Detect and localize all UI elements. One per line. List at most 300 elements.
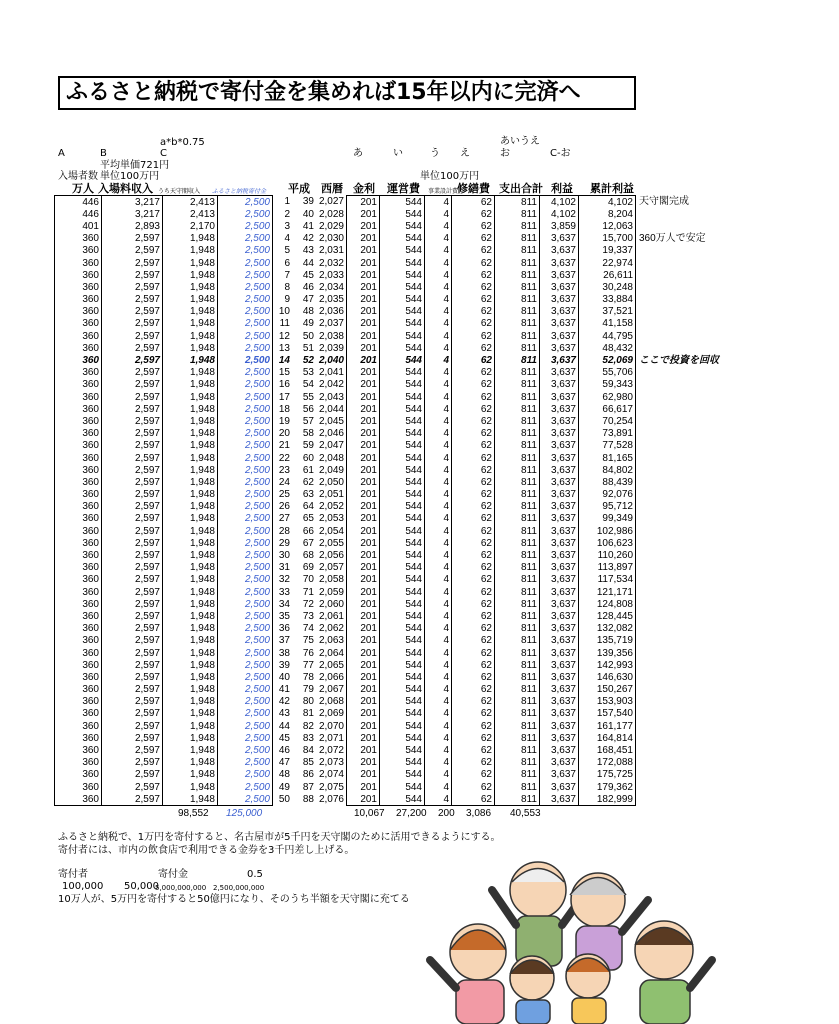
- balance-cell: 3,637: [540, 659, 579, 671]
- balance-cell: 201: [347, 318, 380, 330]
- balance-cell: 544: [380, 537, 425, 549]
- income-cell: 360: [55, 598, 102, 610]
- balance-table-row: [270, 659, 731, 671]
- balance-table-row: [270, 574, 731, 586]
- balance-cell: 38: [278, 647, 290, 659]
- income-table-row: [55, 720, 273, 732]
- footer-donors: 100,000: [62, 881, 104, 892]
- balance-cell: 2,064: [318, 647, 344, 659]
- income-cell: 2,597: [102, 744, 163, 756]
- balance-cell: 544: [380, 647, 425, 659]
- income-cell: 1,948: [163, 489, 218, 501]
- income-cell: 360: [55, 464, 102, 476]
- col-b-label: B: [100, 148, 107, 159]
- income-table-row: [55, 598, 273, 610]
- balance-cell: 544: [380, 562, 425, 574]
- balance-table-row: [270, 428, 731, 440]
- balance-cell: 544: [380, 501, 425, 513]
- income-cell: 360: [55, 489, 102, 501]
- income-cell: 1,948: [163, 233, 218, 245]
- entrants-label: 入場者数: [58, 171, 98, 182]
- balance-cell: 201: [347, 342, 380, 354]
- balance-cell: 3,637: [540, 403, 579, 415]
- balance-cell: 201: [347, 294, 380, 306]
- balance-cell: 62: [302, 476, 314, 488]
- balance-cell: 41: [278, 684, 290, 696]
- income-cell: 1,948: [163, 452, 218, 464]
- balance-table-row: [270, 208, 731, 220]
- income-cell: 360: [55, 379, 102, 391]
- balance-table-row: [270, 464, 731, 476]
- income-cell: 360: [55, 610, 102, 622]
- balance-cell: 544: [380, 476, 425, 488]
- balance-cell: 61: [302, 464, 314, 476]
- balance-cell: 201: [347, 549, 380, 561]
- income-table-row: [55, 744, 273, 756]
- col-a-label: A: [58, 148, 65, 159]
- balance-cell: 201: [347, 574, 380, 586]
- row-note: [636, 245, 732, 257]
- balance-cell: 4: [425, 781, 452, 793]
- income-cell: 1,948: [163, 635, 218, 647]
- balance-cell: 3,637: [540, 623, 579, 635]
- income-cell: 2,500: [218, 647, 273, 659]
- income-cell: 2,597: [102, 342, 163, 354]
- balance-cell: 33,884: [579, 294, 636, 306]
- balance-cell: 544: [380, 428, 425, 440]
- balance-cell: 544: [380, 489, 425, 501]
- income-cell: 1,948: [163, 281, 218, 293]
- balance-cell: 81: [302, 708, 314, 720]
- balance-cell: 201: [347, 452, 380, 464]
- balance-cell: 544: [380, 220, 425, 232]
- balance-cell: 201: [347, 245, 380, 257]
- balance-cell: 4: [425, 598, 452, 610]
- income-cell: 446: [55, 196, 102, 209]
- balance-cell: 201: [347, 428, 380, 440]
- balance-cell: 164,814: [579, 732, 636, 744]
- income-table-row: [55, 294, 273, 306]
- income-cell: 360: [55, 245, 102, 257]
- balance-cell: 4: [425, 220, 452, 232]
- row-note: [636, 647, 732, 659]
- balance-table-row: [270, 513, 731, 525]
- balance-cell: 99,349: [579, 513, 636, 525]
- balance-cell: 4: [425, 549, 452, 561]
- income-cell: 1,948: [163, 354, 218, 366]
- balance-cell: 811: [495, 489, 540, 501]
- balance-cell: 201: [347, 720, 380, 732]
- balance-cell: 88: [302, 794, 314, 806]
- header-heisei: 平成: [288, 182, 310, 195]
- balance-table-row: [270, 623, 731, 635]
- income-cell: 2,500: [218, 562, 273, 574]
- income-cell: 1,948: [163, 440, 218, 452]
- balance-cell: 811: [495, 513, 540, 525]
- balance-table-row: [270, 732, 731, 744]
- balance-cell: 66,617: [579, 403, 636, 415]
- balance-cell: 62: [452, 525, 495, 537]
- income-table-row: [55, 793, 273, 806]
- balance-cell: 74: [302, 623, 314, 635]
- balance-cell: 811: [495, 464, 540, 476]
- row-note: [636, 257, 732, 269]
- income-cell: 360: [55, 281, 102, 293]
- header-sekkei: 事業設計費: [428, 188, 459, 195]
- balance-cell: 117,534: [579, 574, 636, 586]
- balance-cell: 77: [302, 659, 314, 671]
- balance-table-row: [270, 793, 731, 806]
- balance-cell: 4: [425, 708, 452, 720]
- balance-table-row: [270, 294, 731, 306]
- balance-cell: 62: [452, 403, 495, 415]
- income-cell: 2,597: [102, 769, 163, 781]
- balance-cell: 2,070: [318, 720, 344, 732]
- balance-cell: 45: [278, 732, 290, 744]
- income-cell: 1,948: [163, 659, 218, 671]
- balance-cell: 62: [452, 306, 495, 318]
- total-tenshu: 98,552: [178, 808, 209, 819]
- father-figure: [635, 921, 712, 1024]
- balance-cell: 78: [302, 671, 314, 683]
- row-note: [636, 330, 732, 342]
- balance-cell: 33: [278, 586, 290, 598]
- header-seireki: 西暦: [321, 182, 343, 195]
- balance-table-row: [270, 744, 731, 756]
- income-cell: 1,948: [163, 245, 218, 257]
- balance-cell: 2,037: [318, 318, 344, 330]
- balance-cell: 544: [380, 671, 425, 683]
- balance-cell: 4,102: [540, 208, 579, 220]
- income-cell: 2,500: [218, 635, 273, 647]
- balance-cell: 54: [302, 379, 314, 391]
- balance-cell: 811: [495, 501, 540, 513]
- balance-cell: 544: [380, 635, 425, 647]
- income-table-row: [55, 769, 273, 781]
- balance-cell: 4: [425, 415, 452, 427]
- row-note: [636, 440, 732, 452]
- balance-table-row: [270, 489, 731, 501]
- balance-cell: 544: [380, 744, 425, 756]
- income-cell: 360: [55, 671, 102, 683]
- income-cell: 2,500: [218, 720, 273, 732]
- balance-cell: 41,158: [579, 318, 636, 330]
- balance-cell: 4: [425, 562, 452, 574]
- balance-cell: 62: [452, 562, 495, 574]
- row-note: [636, 708, 732, 720]
- balance-cell: 3,637: [540, 367, 579, 379]
- income-cell: 360: [55, 744, 102, 756]
- footer-total: 5,000,000,000: [155, 884, 207, 892]
- balance-cell: 3,637: [540, 744, 579, 756]
- balance-table-row: [270, 757, 731, 769]
- income-cell: 401: [55, 220, 102, 232]
- balance-cell: 2,035: [318, 294, 344, 306]
- balance-cell: 62: [452, 769, 495, 781]
- balance-cell: 175,725: [579, 769, 636, 781]
- balance-cell: 4: [425, 623, 452, 635]
- balance-cell: 201: [347, 781, 380, 793]
- balance-cell: 4: [425, 342, 452, 354]
- balance-cell: 3,637: [540, 586, 579, 598]
- income-cell: 2,500: [218, 574, 273, 586]
- balance-table-row: [270, 501, 731, 513]
- row-note: [636, 610, 732, 622]
- income-cell: 2,597: [102, 245, 163, 257]
- income-table-row: [55, 330, 273, 342]
- income-table-row: [55, 306, 273, 318]
- row-note: [636, 318, 732, 330]
- income-cell: 2,597: [102, 403, 163, 415]
- balance-cell: 4: [425, 403, 452, 415]
- income-cell: 2,597: [102, 233, 163, 245]
- income-cell: 2,500: [218, 391, 273, 403]
- income-cell: 2,597: [102, 440, 163, 452]
- balance-cell: 7: [284, 269, 290, 281]
- row-note: [636, 415, 732, 427]
- balance-cell: 62: [452, 196, 495, 209]
- balance-cell: 4: [425, 610, 452, 622]
- balance-cell: 2,041: [318, 367, 344, 379]
- income-cell: 1,948: [163, 415, 218, 427]
- income-cell: 2,597: [102, 281, 163, 293]
- income-table-row: [55, 440, 273, 452]
- balance-cell: 3,637: [540, 598, 579, 610]
- balance-cell: 43: [302, 245, 314, 257]
- income-table-row: [55, 464, 273, 476]
- income-cell: 2,597: [102, 391, 163, 403]
- income-cell: 1,948: [163, 574, 218, 586]
- balance-cell: 18: [278, 403, 290, 415]
- row-note: [636, 428, 732, 440]
- income-cell: 1,948: [163, 537, 218, 549]
- balance-cell: 62: [452, 367, 495, 379]
- balance-cell: 34: [278, 598, 290, 610]
- income-table-row: [55, 708, 273, 720]
- income-cell: 1,948: [163, 318, 218, 330]
- balance-cell: 2,050: [318, 476, 344, 488]
- balance-cell: 201: [347, 696, 380, 708]
- header-unei: 運営費: [387, 182, 420, 195]
- income-cell: 1,948: [163, 744, 218, 756]
- income-table-row: [55, 318, 273, 330]
- balance-cell: 60: [302, 452, 314, 464]
- income-cell: 360: [55, 549, 102, 561]
- balance-cell: 2,058: [318, 574, 344, 586]
- income-cell: 2,500: [218, 476, 273, 488]
- income-cell: 2,597: [102, 598, 163, 610]
- row-note: [636, 379, 732, 391]
- income-cell: 360: [55, 513, 102, 525]
- income-cell: 1,948: [163, 513, 218, 525]
- balance-table-row: [270, 598, 731, 610]
- balance-table-row: [270, 330, 731, 342]
- income-table-row: [55, 281, 273, 293]
- balance-cell: 11: [279, 318, 290, 330]
- income-cell: 2,500: [218, 537, 273, 549]
- balance-cell: 544: [380, 696, 425, 708]
- formula-label: a*b*0.75: [160, 137, 205, 148]
- balance-cell: 62: [452, 586, 495, 598]
- income-cell: 1,948: [163, 269, 218, 281]
- income-table-row: [55, 208, 273, 220]
- balance-cell: 2,027: [318, 196, 344, 208]
- balance-cell: 2,062: [318, 623, 344, 635]
- balance-cell: 544: [380, 342, 425, 354]
- row-note: [636, 659, 732, 671]
- balance-cell: 544: [380, 610, 425, 622]
- balance-cell: 3,637: [540, 757, 579, 769]
- balance-table-row: [270, 367, 731, 379]
- balance-cell: 62: [452, 744, 495, 756]
- balance-cell: 3,637: [540, 233, 579, 245]
- total-sekkei: 200: [438, 808, 455, 819]
- balance-table-row: [270, 537, 731, 549]
- income-cell: 1,948: [163, 464, 218, 476]
- balance-cell: 22,974: [579, 257, 636, 269]
- balance-cell: 80: [302, 696, 314, 708]
- income-cell: 2,500: [218, 440, 273, 452]
- income-cell: 360: [55, 501, 102, 513]
- row-note: [636, 513, 732, 525]
- balance-cell: 811: [495, 708, 540, 720]
- header-income: 入場料収入: [98, 182, 153, 195]
- balance-cell: 2,043: [318, 391, 344, 403]
- balance-table-row: [270, 647, 731, 659]
- balance-cell: 2,056: [318, 550, 344, 562]
- income-cell: 2,597: [102, 586, 163, 598]
- balance-cell: 2,057: [318, 562, 344, 574]
- balance-cell: 48: [302, 306, 314, 318]
- balance-cell: 79: [302, 684, 314, 696]
- balance-table-row: [270, 671, 731, 683]
- income-cell: 1,948: [163, 684, 218, 696]
- income-cell: 360: [55, 647, 102, 659]
- balance-cell: 37,521: [579, 306, 636, 318]
- income-table-row: [55, 732, 273, 744]
- balance-cell: 201: [347, 732, 380, 744]
- balance-cell: 811: [495, 208, 540, 220]
- income-cell: 360: [55, 403, 102, 415]
- income-cell: 2,500: [218, 367, 273, 379]
- balance-cell: 201: [347, 208, 380, 220]
- balance-cell: 67: [302, 537, 314, 549]
- balance-cell: 62: [452, 647, 495, 659]
- balance-cell: 37: [278, 635, 290, 647]
- unit-left-label: 単位100万円: [100, 171, 160, 182]
- balance-cell: 15,700: [579, 233, 636, 245]
- income-cell: 2,500: [218, 294, 273, 306]
- balance-cell: 62: [452, 574, 495, 586]
- balance-cell: 3,637: [540, 696, 579, 708]
- income-table-row: [55, 452, 273, 464]
- balance-cell: 88,439: [579, 476, 636, 488]
- balance-cell: 2,053: [318, 513, 344, 525]
- income-cell: 2,500: [218, 257, 273, 269]
- balance-cell: 2,048: [318, 452, 344, 464]
- header-ruikei: 累計利益: [590, 182, 634, 195]
- income-table-row: [55, 610, 273, 622]
- income-table-row: [55, 379, 273, 391]
- balance-cell: 201: [347, 306, 380, 318]
- balance-cell: 811: [495, 769, 540, 781]
- income-cell: 1,948: [163, 671, 218, 683]
- balance-cell: 2,039: [318, 342, 344, 354]
- income-cell: 2,500: [218, 744, 273, 756]
- balance-cell: 121,171: [579, 586, 636, 598]
- balance-cell: 12,063: [579, 220, 636, 232]
- balance-cell: 3,637: [540, 415, 579, 427]
- balance-cell: 544: [380, 403, 425, 415]
- balance-cell: 2,052: [318, 501, 344, 513]
- footer-line2: 寄付者には、市内の飲食店で利用できる金券を3千円差し上げる。: [58, 845, 355, 856]
- income-cell: 360: [55, 635, 102, 647]
- balance-cell: 73,891: [579, 428, 636, 440]
- balance-cell: 132,082: [579, 623, 636, 635]
- balance-cell: 4: [425, 757, 452, 769]
- balance-cell: 201: [347, 415, 380, 427]
- balance-cell: 95,712: [579, 501, 636, 513]
- balance-cell: 62: [452, 257, 495, 269]
- balance-cell: 36: [278, 623, 290, 635]
- income-cell: 2,597: [102, 671, 163, 683]
- balance-cell: 40: [302, 208, 314, 220]
- balance-table-row: [270, 245, 731, 257]
- balance-cell: 544: [380, 281, 425, 293]
- balance-table-row: [270, 220, 731, 232]
- balance-cell: 31: [278, 562, 290, 574]
- row-note: [636, 744, 732, 756]
- footer-ratio: 0.5: [247, 869, 263, 880]
- balance-cell: 3,637: [540, 635, 579, 647]
- balance-cell: 87: [302, 781, 314, 793]
- balance-cell: 62: [452, 379, 495, 391]
- income-cell: 1,948: [163, 610, 218, 622]
- row-note: [636, 671, 732, 683]
- income-cell: 1,948: [163, 294, 218, 306]
- balance-cell: 128,445: [579, 610, 636, 622]
- balance-cell: 24: [278, 476, 290, 488]
- row-note: [636, 294, 732, 306]
- balance-cell: 40: [278, 671, 290, 683]
- income-cell: 2,597: [102, 647, 163, 659]
- balance-cell: 62: [452, 549, 495, 561]
- income-cell: 1,948: [163, 623, 218, 635]
- balance-cell: 4: [425, 659, 452, 671]
- balance-cell: 3,637: [540, 428, 579, 440]
- income-cell: 2,597: [102, 757, 163, 769]
- balance-cell: 4: [425, 208, 452, 220]
- income-cell: 2,500: [218, 696, 273, 708]
- balance-cell: 3,637: [540, 562, 579, 574]
- balance-cell: 2,031: [318, 245, 344, 257]
- income-cell: 2,597: [102, 684, 163, 696]
- balance-cell: 29: [278, 537, 290, 549]
- income-cell: 2,597: [102, 464, 163, 476]
- row-note: [636, 403, 732, 415]
- income-cell: 360: [55, 428, 102, 440]
- balance-cell: 201: [347, 598, 380, 610]
- balance-cell: 62: [452, 342, 495, 354]
- balance-cell: 2,073: [318, 757, 344, 769]
- balance-cell: 544: [380, 208, 425, 220]
- balance-cell: 73: [302, 610, 314, 622]
- total-furusato: 125,000: [226, 808, 263, 819]
- balance-cell: 47: [278, 757, 290, 769]
- balance-cell: 3,637: [540, 391, 579, 403]
- balance-cell: 62,980: [579, 391, 636, 403]
- total-unei: 27,200: [396, 808, 427, 819]
